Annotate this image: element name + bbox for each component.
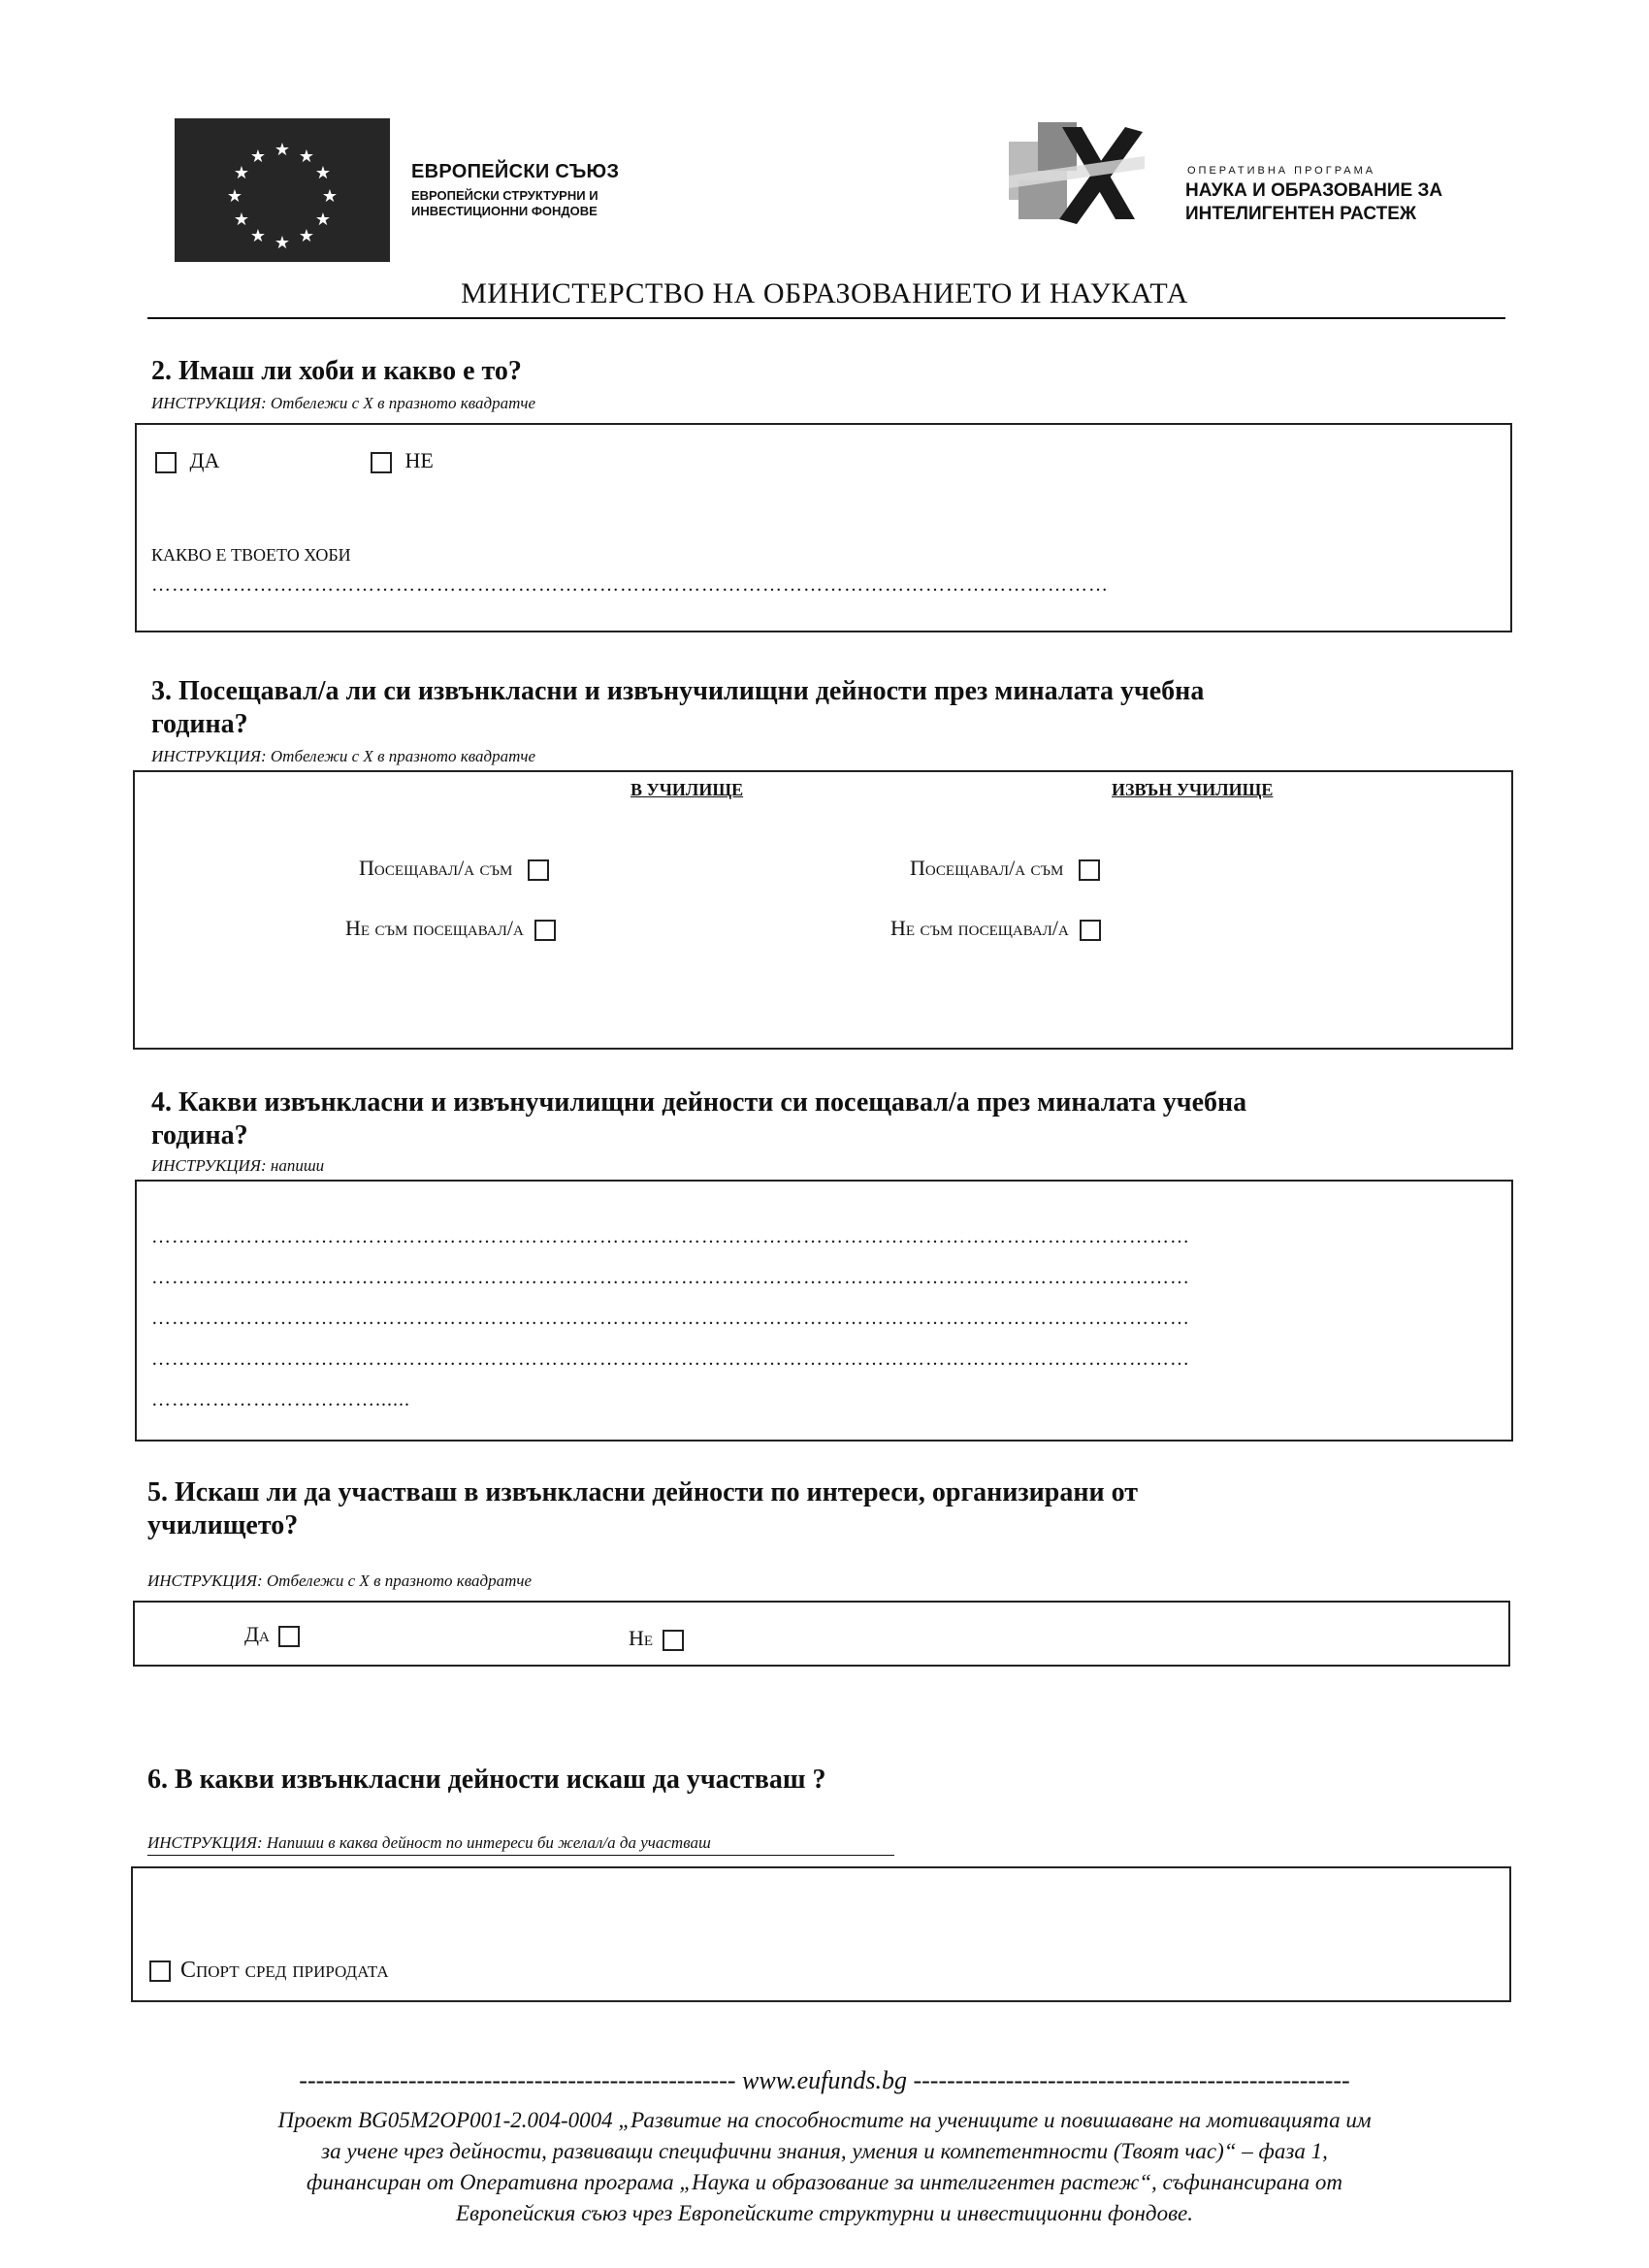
op-title-line2: ИНТЕЛИГЕНТЕН РАСТЕЖ bbox=[1185, 204, 1417, 224]
q3-title-line2: година? bbox=[151, 709, 248, 739]
operational-program-logo bbox=[1009, 122, 1145, 227]
eu-subtitle-line2: ИНВЕСТИЦИОННИ ФОНДОВЕ bbox=[411, 204, 598, 218]
q5-instruction: ИНСТРУКЦИЯ: Отбележи с Х в празното квадратче bbox=[147, 1571, 533, 1590]
q3-outside-not-attended-label: Не съм посещавал/а bbox=[890, 916, 1069, 940]
footer-line-2: за учене чрез дейности, развиващи специфични знания, умения и компетентности (Твоят час)“ – фаза 1, bbox=[321, 2139, 1328, 2163]
op-title-line1: НАУКА И ОБРАЗОВАНИЕ ЗА bbox=[1185, 180, 1443, 201]
svg-text:★: ★ bbox=[249, 226, 267, 246]
q5-yes-option bbox=[244, 1622, 300, 1647]
q3-box bbox=[133, 770, 1513, 1050]
q3-col-school: В УЧИЛИЩЕ bbox=[630, 780, 744, 799]
q2-yes-option bbox=[155, 448, 219, 473]
svg-text:★: ★ bbox=[274, 140, 291, 160]
q6-answer bbox=[149, 1958, 389, 1984]
q3-col-outside: ИЗВЪН УЧИЛИЩЕ bbox=[1112, 780, 1274, 799]
q2-hobby-field[interactable]: …………………………………………………………………………………………………………………………… bbox=[151, 574, 1109, 596]
q3-school-attended-label: Посещавал/а съм bbox=[359, 856, 513, 880]
q6-instruction-underline bbox=[147, 1855, 894, 1856]
svg-text:★: ★ bbox=[321, 186, 339, 207]
svg-text:★: ★ bbox=[314, 163, 332, 183]
q4-title-line2: година? bbox=[151, 1120, 248, 1150]
q2-box bbox=[135, 423, 1512, 632]
footer-project-text bbox=[146, 2105, 1504, 2229]
q5-no-label: Не bbox=[629, 1626, 654, 1650]
q2-title: 2. Имаш ли хоби и какво е то? bbox=[151, 356, 522, 386]
footer-line-3: финансиран от Оперативна програма „Наука и образование за интелигентен растеж“, съфинансирана от bbox=[306, 2170, 1343, 2194]
q4-title-line1: 4. Какви извънкласни и извънучилищни дейности си посещавал/а през миналата учебна bbox=[151, 1087, 1247, 1118]
eu-flag-logo bbox=[175, 118, 390, 262]
svg-text:★: ★ bbox=[233, 210, 250, 230]
q4-instruction: ИНСТРУКЦИЯ: напиши bbox=[151, 1156, 325, 1175]
q3-school-attended bbox=[359, 856, 549, 881]
q3-school-not-attended bbox=[345, 916, 556, 941]
q5-no-option bbox=[629, 1626, 684, 1651]
op-small-label: ОПЕРАТИВНА ПРОГРАМА bbox=[1187, 165, 1376, 177]
q2-yes-label: ДА bbox=[189, 448, 220, 472]
q3-title-line1: 3. Посещавал/а ли си извънкласни и извънучилищни дейности през миналата учебна bbox=[151, 676, 1205, 706]
svg-text:★: ★ bbox=[314, 210, 332, 230]
footer-line-4: Европейския съюз чрез Европейските структурни и инвестиционни фондове. bbox=[455, 2201, 1194, 2225]
op-title bbox=[1185, 179, 1442, 226]
svg-text:★: ★ bbox=[298, 146, 315, 167]
q3-outside-not-attended bbox=[890, 916, 1101, 941]
svg-text:★: ★ bbox=[298, 226, 315, 246]
q5-yes-checkbox[interactable] bbox=[278, 1626, 300, 1647]
q3-school-not-attended-checkbox[interactable] bbox=[534, 920, 556, 941]
eu-subtitle bbox=[411, 188, 598, 219]
footer-line-1: Проект BG05M2OP001-2.004-0004 „Развитие на способностите на учениците и повишаване на мотивацията им bbox=[277, 2108, 1372, 2132]
eu-title: ЕВРОПЕЙСКИ СЪЮЗ bbox=[411, 161, 620, 182]
svg-text:★: ★ bbox=[274, 233, 291, 253]
svg-text:★: ★ bbox=[233, 163, 250, 183]
q3-instruction: ИНСТРУКЦИЯ: Отбележи с Х в празното квадратче bbox=[151, 747, 536, 765]
q4-answer-line-2[interactable]: ……………………………………………………………………………………………………………………………………… bbox=[151, 1267, 1190, 1288]
q4-answer-line-4[interactable]: ……………………………………………………………………………………………………………………………………… bbox=[151, 1348, 1190, 1370]
q6-title: 6. В какви извънкласни дейности искаш да участваш ? bbox=[147, 1765, 826, 1795]
q5-box bbox=[133, 1601, 1510, 1667]
q5-yes-label: Да bbox=[244, 1622, 270, 1646]
q4-answer-line-5[interactable]: ……………………………...... bbox=[151, 1389, 410, 1410]
q6-answer-label: Спорт сред природата bbox=[180, 1958, 389, 1983]
svg-text:★: ★ bbox=[249, 146, 267, 167]
q2-yes-checkbox[interactable] bbox=[155, 452, 177, 473]
q3-outside-attended bbox=[910, 856, 1100, 881]
q5-title-line2: училището? bbox=[147, 1510, 299, 1540]
eu-subtitle-line1: ЕВРОПЕЙСКИ СТРУКТУРНИ И bbox=[411, 188, 598, 203]
q4-answer-line-1[interactable]: ……………………………………………………………………………………………………………………………………… bbox=[151, 1226, 1190, 1247]
q3-outside-attended-checkbox[interactable] bbox=[1079, 859, 1100, 881]
q2-no-option bbox=[371, 448, 434, 473]
q2-instruction: ИНСТРУКЦИЯ: Отбележи с Х в празното квадратче bbox=[151, 394, 536, 412]
q3-outside-not-attended-checkbox[interactable] bbox=[1080, 920, 1101, 941]
q3-school-attended-checkbox[interactable] bbox=[528, 859, 549, 881]
q3-school-not-attended-label: Не съм посещавал/а bbox=[345, 916, 524, 940]
q4-answer-line-3[interactable]: ……………………………………………………………………………………………………………………………………… bbox=[151, 1308, 1190, 1329]
footer-website-link[interactable]: ---------------------------------------------------- www.eufunds.bg ---------------------------------------------------- bbox=[299, 2066, 1350, 2094]
svg-text:★: ★ bbox=[226, 186, 243, 207]
ministry-title: МИНИСТЕРСТВО НА ОБРАЗОВАНИЕТО И НАУКАТА bbox=[461, 277, 1188, 309]
q5-title-line1: 5. Искаш ли да участваш в извънкласни дейности по интереси, организирани от bbox=[147, 1477, 1139, 1507]
q2-no-checkbox[interactable] bbox=[371, 452, 392, 473]
header-divider bbox=[147, 317, 1505, 319]
q2-no-label: НЕ bbox=[404, 448, 434, 472]
q6-instruction: ИНСТРУКЦИЯ: Напиши в каква дейност по интереси би желал/а да участваш bbox=[147, 1833, 711, 1852]
q5-no-checkbox[interactable] bbox=[663, 1630, 684, 1651]
q2-hobby-label: КАКВО Е ТВОЕТО ХОБИ bbox=[151, 545, 351, 565]
q6-answer-checkbox[interactable] bbox=[149, 1960, 171, 1982]
q3-outside-attended-label: Посещавал/а съм bbox=[910, 856, 1064, 880]
